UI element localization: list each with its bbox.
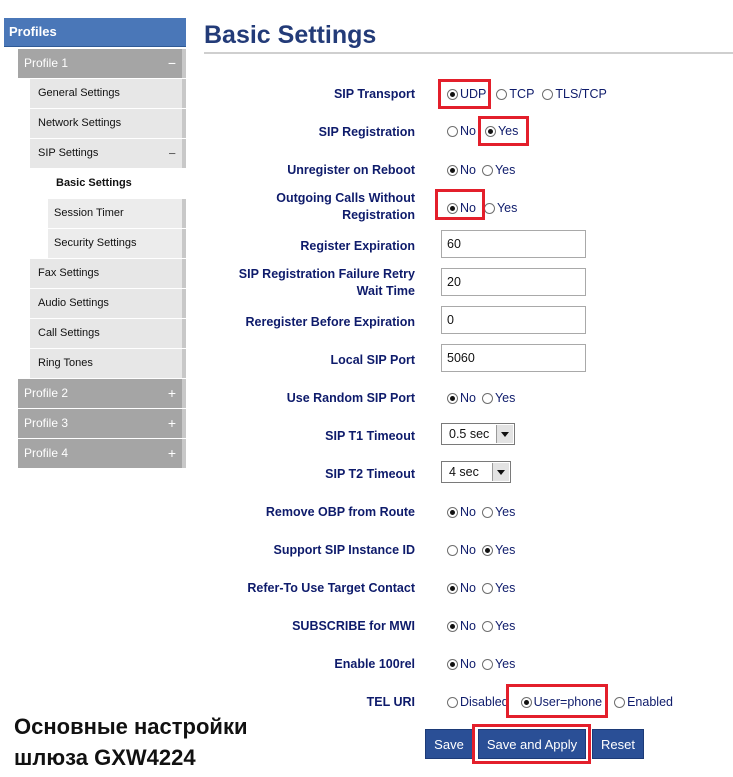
dropdown-arrow-icon[interactable] — [492, 463, 509, 481]
radio-button[interactable] — [447, 507, 458, 518]
radio-button[interactable] — [521, 697, 532, 708]
collapse-icon[interactable]: − — [167, 55, 176, 71]
radio-button[interactable] — [482, 583, 493, 594]
sidebar-profiles-header[interactable]: Profiles — [4, 18, 186, 47]
sidebar-item-sip-settings[interactable] — [30, 139, 186, 169]
instance-id-no-option[interactable]: No — [447, 543, 476, 557]
register-expiration-label: Register Expiration — [300, 239, 415, 253]
refer-to-target-contact-label: Refer-To Use Target Contact — [247, 581, 415, 595]
sip-transport-udp-option[interactable]: UDP — [447, 87, 486, 101]
radio-button[interactable] — [447, 126, 458, 137]
sidebar-item-fax-settings[interactable]: Fax Settings — [30, 259, 186, 289]
tel-uri-user-phone-option[interactable]: User=phone — [521, 695, 602, 709]
sidebar — [4, 18, 186, 469]
sip-registration-no-option[interactable]: No — [447, 124, 476, 138]
sip-t2-timeout-select[interactable]: 4 sec — [441, 461, 511, 483]
100rel-yes-option[interactable]: Yes — [482, 657, 515, 671]
unregister-no-option[interactable]: No — [447, 163, 476, 177]
tel-uri-disabled-option[interactable]: Disabled — [447, 695, 509, 709]
radio-button[interactable] — [447, 697, 458, 708]
radio-button[interactable] — [482, 621, 493, 632]
refer-to-no-option[interactable]: No — [447, 581, 476, 595]
sidebar-item-session-timer[interactable]: Session Timer — [48, 199, 186, 229]
sip-t1-timeout-select[interactable]: 0.5 sec — [441, 423, 515, 445]
radio-button[interactable] — [485, 126, 496, 137]
radio-button[interactable] — [482, 659, 493, 670]
registration-failure-retry-input[interactable]: 20 — [441, 268, 586, 296]
save-button[interactable]: Save — [425, 729, 473, 759]
enable-100rel-radio-group — [447, 654, 519, 674]
sip-registration-yes-option[interactable]: Yes — [485, 124, 518, 138]
support-sip-instance-id-label: Support SIP Instance ID — [273, 543, 415, 557]
random-port-no-option[interactable]: No — [447, 391, 476, 405]
radio-button[interactable] — [447, 89, 458, 100]
radio-button[interactable] — [614, 697, 625, 708]
sidebar-item-label: Profile 4 — [24, 446, 69, 460]
sidebar-item-call-settings[interactable]: Call Settings — [30, 319, 186, 349]
enable-100rel-label: Enable 100rel — [334, 657, 415, 671]
use-random-sip-port-label: Use Random SIP Port — [286, 391, 415, 405]
radio-button[interactable] — [484, 203, 495, 214]
subscribe-mwi-label: SUBSCRIBE for MWI — [292, 619, 415, 633]
sip-transport-label: SIP Transport — [333, 87, 415, 101]
sip-transport-tcp-option[interactable]: TCP — [496, 87, 534, 101]
dropdown-arrow-icon[interactable] — [496, 425, 513, 443]
sidebar-item-profile-3[interactable] — [18, 409, 186, 439]
use-random-sip-port-radio-group — [447, 388, 519, 408]
sidebar-item-audio-settings[interactable]: Audio Settings — [30, 289, 186, 319]
instance-id-yes-option[interactable]: Yes — [482, 543, 515, 557]
sidebar-item-label: Profile 2 — [24, 386, 69, 400]
radio-button[interactable] — [447, 583, 458, 594]
radio-button[interactable] — [447, 393, 458, 404]
sidebar-item-label: Profile 1 — [24, 56, 69, 70]
remove-obp-no-option[interactable]: No — [447, 505, 476, 519]
unregister-yes-option[interactable]: Yes — [482, 163, 515, 177]
radio-button[interactable] — [482, 545, 493, 556]
sidebar-item-security-settings[interactable]: Security Settings — [48, 229, 186, 259]
sip-t2-timeout-label: SIP T2 Timeout — [325, 467, 415, 481]
100rel-no-option[interactable]: No — [447, 657, 476, 671]
tel-uri-label: TEL URI — [366, 695, 415, 709]
radio-button[interactable] — [447, 659, 458, 670]
save-and-apply-button[interactable]: Save and Apply — [478, 729, 586, 759]
page-title: Basic Settings — [204, 21, 377, 49]
sidebar-item-general-settings[interactable]: General Settings — [30, 79, 186, 109]
expand-icon[interactable]: + — [167, 445, 176, 461]
sidebar-item-network-settings[interactable]: Network Settings — [30, 109, 186, 139]
radio-button[interactable] — [447, 621, 458, 632]
refer-to-target-contact-radio-group — [447, 578, 519, 598]
radio-button[interactable] — [447, 203, 458, 214]
sidebar-item-label: Profile 3 — [24, 416, 69, 430]
page-header — [204, 18, 733, 54]
radio-button[interactable] — [482, 165, 493, 176]
reset-button[interactable]: Reset — [592, 729, 644, 759]
tel-uri-enabled-option[interactable]: Enabled — [614, 695, 673, 709]
radio-button[interactable] — [542, 89, 553, 100]
register-expiration-input[interactable]: 60 — [441, 230, 586, 258]
tel-uri-radio-group — [447, 692, 677, 712]
reregister-before-expiration-label: Reregister Before Expiration — [245, 315, 415, 329]
sip-t1-timeout-label: SIP T1 Timeout — [325, 429, 415, 443]
radio-button[interactable] — [496, 89, 507, 100]
reregister-before-expiration-input[interactable]: 0 — [441, 306, 586, 334]
caption-text: Основные настройки шлюза GXW4224 — [14, 714, 248, 770]
sidebar-item-label: SIP Settings — [38, 147, 99, 159]
outgoing-yes-option[interactable]: Yes — [484, 201, 517, 215]
radio-button[interactable] — [482, 507, 493, 518]
sip-registration-radio-group — [447, 121, 522, 141]
unregister-on-reboot-radio-group — [447, 160, 519, 180]
remove-obp-yes-option[interactable]: Yes — [482, 505, 515, 519]
subscribe-mwi-radio-group — [447, 616, 519, 636]
local-sip-port-input[interactable]: 5060 — [441, 344, 586, 372]
sidebar-item-ring-tones[interactable]: Ring Tones — [30, 349, 186, 379]
radio-button[interactable] — [447, 165, 458, 176]
registration-failure-retry-label: SIP Registration Failure Retry Wait Time — [238, 267, 415, 298]
radio-button[interactable] — [482, 393, 493, 404]
expand-icon[interactable]: + — [167, 415, 176, 431]
random-port-yes-option[interactable]: Yes — [482, 391, 515, 405]
subscribe-mwi-no-option[interactable]: No — [447, 619, 476, 633]
sidebar-item-profile-1[interactable] — [18, 49, 186, 79]
remove-obp-radio-group — [447, 502, 519, 522]
sip-registration-label: SIP Registration — [318, 125, 415, 139]
sidebar-item-profile-2[interactable] — [18, 379, 186, 409]
expand-icon[interactable]: + — [167, 385, 176, 401]
outgoing-without-registration-label: Outgoing Calls Without Registration — [276, 191, 415, 222]
sidebar-item-basic-settings[interactable]: Basic Settings — [48, 169, 186, 199]
outgoing-no-option[interactable]: No — [447, 201, 476, 215]
radio-button[interactable] — [447, 545, 458, 556]
remove-obp-label: Remove OBP from Route — [265, 505, 415, 519]
sip-transport-radio-group — [447, 84, 611, 104]
sidebar-item-profile-4[interactable] — [18, 439, 186, 469]
support-sip-instance-id-radio-group — [447, 540, 519, 560]
sip-transport-tls-option[interactable]: TLS/TCP — [542, 87, 606, 101]
outgoing-without-registration-radio-group — [447, 198, 521, 218]
refer-to-yes-option[interactable]: Yes — [482, 581, 515, 595]
local-sip-port-label: Local SIP Port — [330, 353, 415, 367]
collapse-icon[interactable]: − — [168, 146, 176, 161]
unregister-on-reboot-label: Unregister on Reboot — [287, 163, 415, 177]
subscribe-mwi-yes-option[interactable]: Yes — [482, 619, 515, 633]
